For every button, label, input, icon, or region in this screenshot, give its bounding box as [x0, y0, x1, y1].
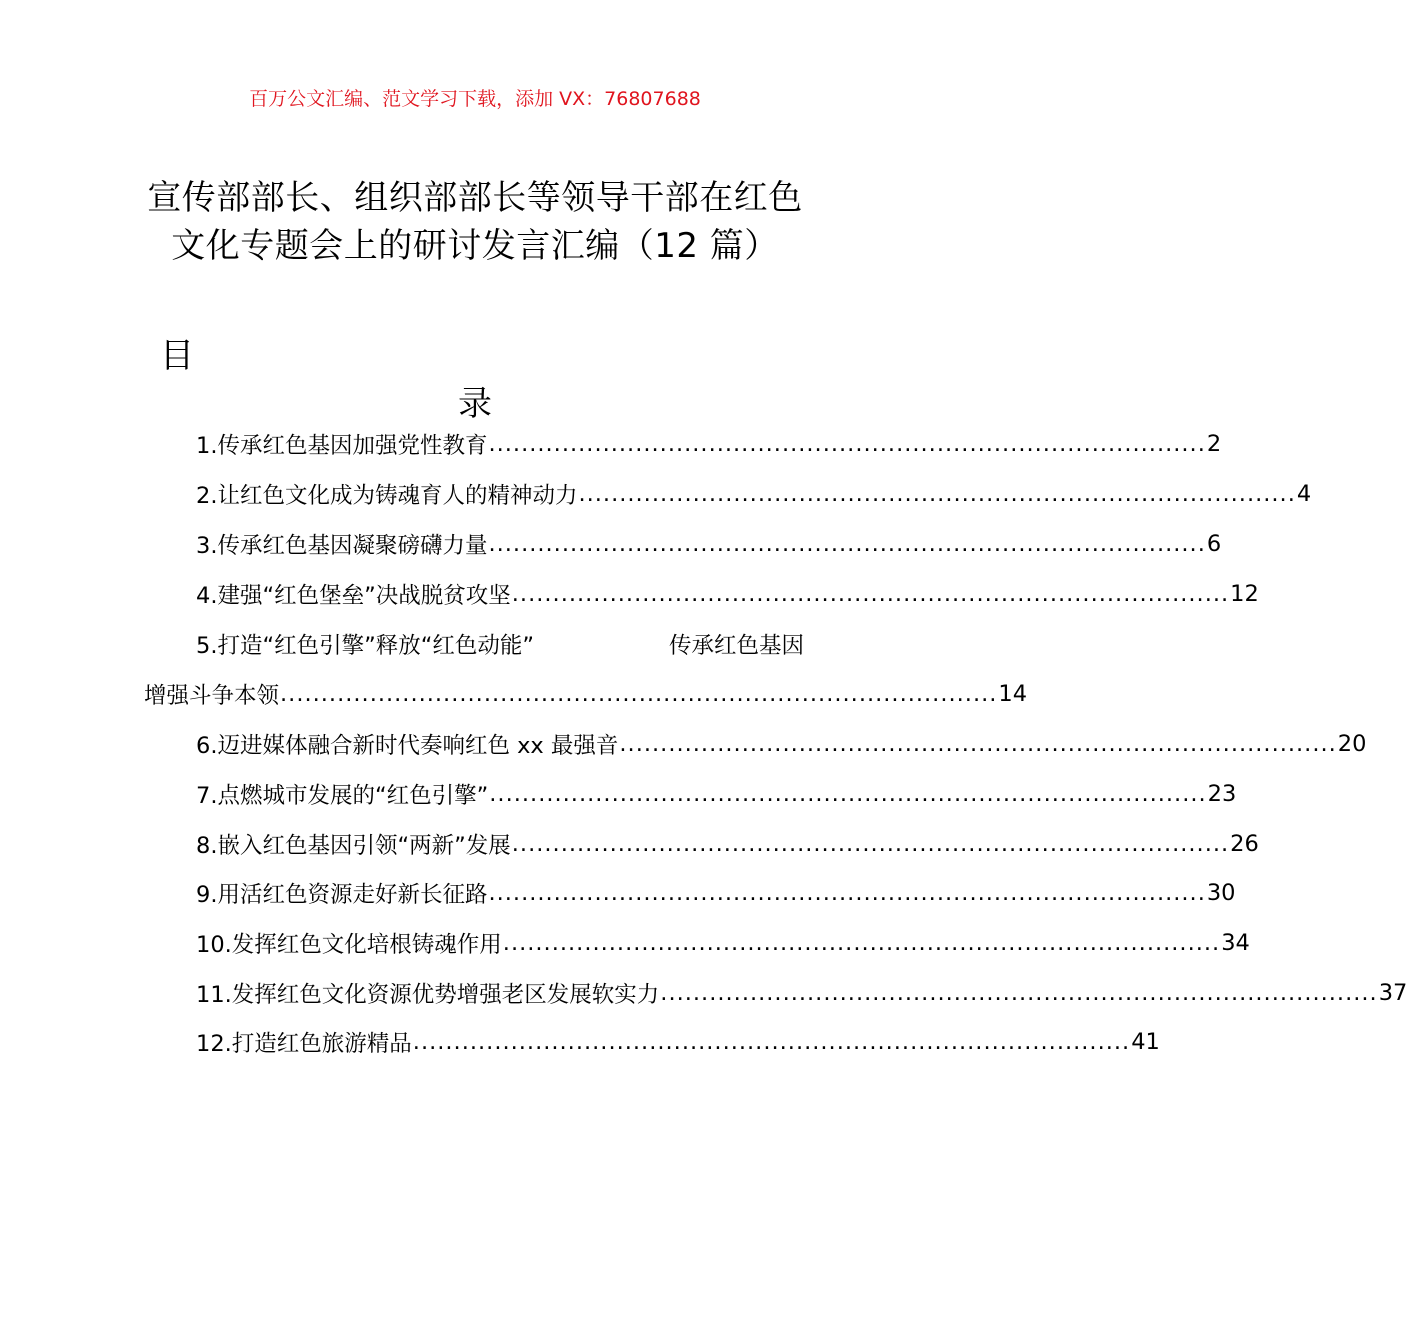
toc-entry-text: 9.用活红色资源走好新长征路 — [196, 882, 488, 908]
toc-leader: ........................................................................................ — [489, 781, 1207, 807]
toc-entry-text: 12.打造红色旅游精品 — [196, 1031, 412, 1057]
toc-entry-11[interactable] — [196, 973, 1407, 1013]
toc-entry-page: 4 — [1296, 481, 1312, 507]
toc-entry-page: 30 — [1206, 880, 1236, 906]
toc-entry-page: 34 — [1221, 930, 1250, 956]
toc-leader: ........................................................................................ — [511, 831, 1230, 857]
toc-entry-text: 5.打造“红色引擎”释放“红色动能” — [196, 633, 535, 659]
toc-entry-6[interactable] — [196, 724, 1367, 764]
toc-leader: ........................................................................................ — [488, 431, 1206, 457]
header-note: 百万公文汇编、范文学习下载，添加 VX：76807688 — [249, 88, 701, 110]
toc-entry-page: 23 — [1207, 781, 1237, 807]
toc-heading-part1: 目 — [160, 336, 194, 376]
toc-entry-3[interactable] — [196, 524, 1222, 564]
toc-entry-5-line1[interactable] — [196, 624, 804, 664]
toc-leader: ........................................................................................ — [488, 531, 1206, 557]
toc-entry-text: 8.嵌入红色基因引领“两新”发展 — [196, 833, 511, 859]
toc-leader: ........................................................................................ — [660, 980, 1378, 1006]
toc-entry-text: 2.让红色文化成为铸魂育人的精神动力 — [196, 483, 578, 509]
toc-entry-7[interactable] — [196, 774, 1237, 814]
toc-entry-12[interactable] — [196, 1022, 1160, 1062]
toc-entry-page: 14 — [998, 681, 1028, 707]
toc-entry-page: 41 — [1131, 1029, 1160, 1055]
toc-entry-page: 2 — [1206, 431, 1222, 457]
toc-entry-text: 7.点燃城市发展的“红色引擎” — [196, 783, 489, 809]
toc-leader: ........................................................................................ — [412, 1029, 1131, 1055]
toc-entry-2[interactable] — [196, 474, 1312, 514]
toc-leader: ........................................................................................ — [280, 681, 998, 707]
toc-entry-5-line2[interactable] — [144, 674, 1028, 714]
toc-entry-page: 37 — [1378, 980, 1407, 1006]
toc-entry-page: 6 — [1206, 531, 1222, 557]
toc-entry-page: 26 — [1230, 831, 1259, 857]
toc-leader: ........................................................................................ — [502, 930, 1221, 956]
toc-leader: ........................................................................................ — [619, 731, 1337, 757]
toc-entry-text: 1.传承红色基因加强党性教育 — [196, 433, 488, 459]
toc-leader: ........................................................................................ — [488, 880, 1206, 906]
toc-entry-text: 11.发挥红色文化资源优势增强老区发展软实力 — [196, 982, 660, 1008]
toc-entry-9[interactable] — [196, 873, 1236, 913]
toc-entry-text: 3.传承红色基因凝聚磅礴力量 — [196, 533, 488, 559]
toc-entry-page: 12 — [1230, 581, 1259, 607]
document-title: 宣传部部长、组织部部长等领导干部在红色文化专题会上的研讨发言汇编（12 篇） — [147, 178, 803, 266]
toc-leader: ........................................................................................ — [511, 581, 1230, 607]
toc-entry-page: 20 — [1337, 731, 1367, 757]
toc-entry-8[interactable] — [196, 824, 1259, 864]
toc-entry-text: 传承红色基因 — [668, 633, 804, 659]
toc-entry-text: 6.迈进媒体融合新时代奏响红色 xx 最强音 — [196, 733, 619, 759]
toc-entry-10[interactable] — [196, 923, 1250, 963]
toc-leader: ........................................................................................ — [578, 481, 1296, 507]
toc-heading-part2: 录 — [458, 384, 492, 424]
toc-entry-1[interactable] — [196, 424, 1222, 464]
toc-entry-text: 增强斗争本领 — [144, 683, 280, 709]
toc-entry-text: 10.发挥红色文化培根铸魂作用 — [196, 932, 502, 958]
toc-entry-text: 4.建强“红色堡垒”决战脱贫攻坚 — [196, 583, 511, 609]
toc-entry-4[interactable] — [196, 574, 1259, 614]
